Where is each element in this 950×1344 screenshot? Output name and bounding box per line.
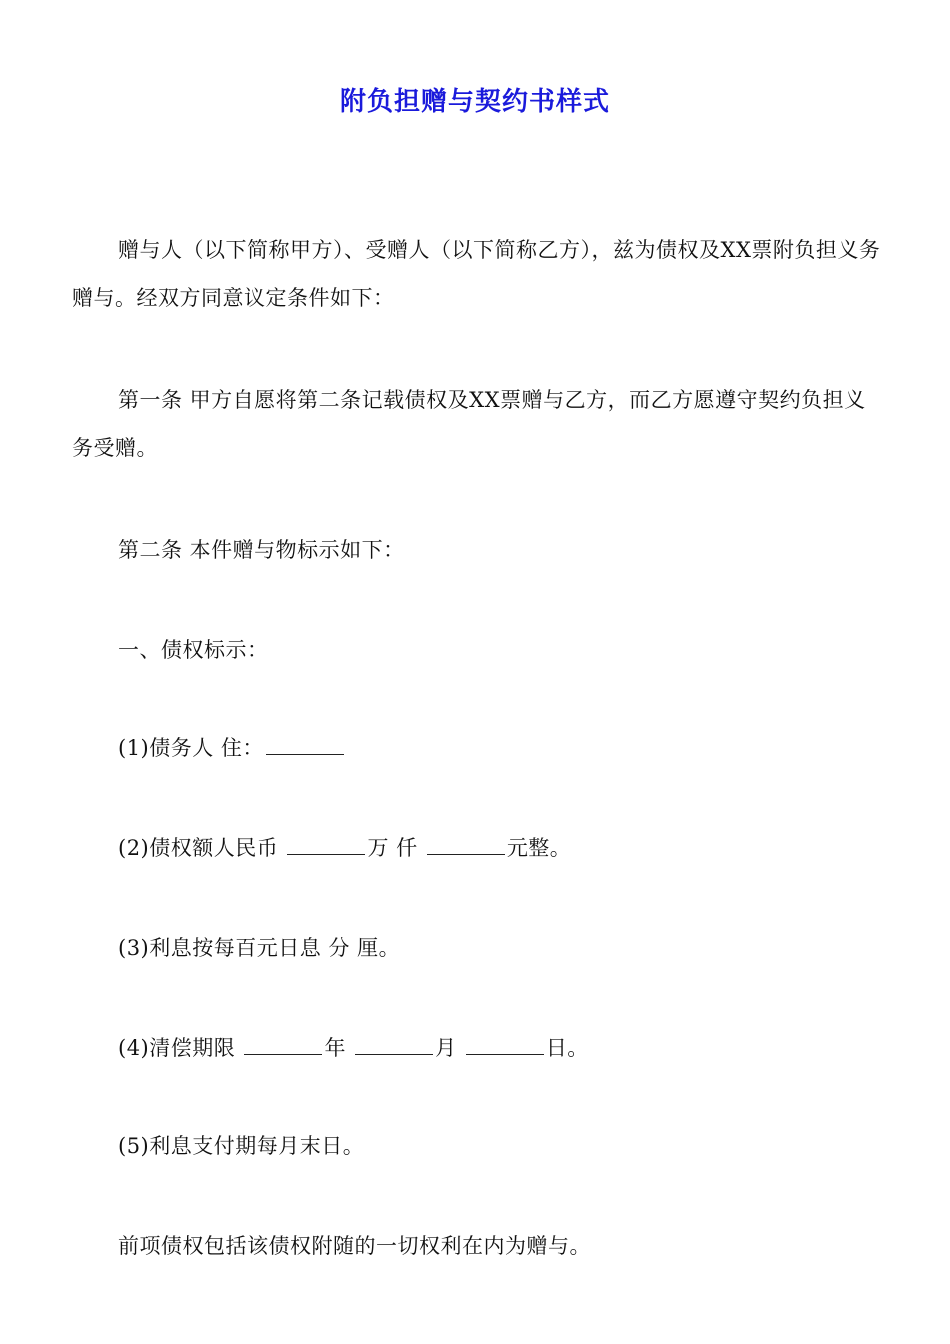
day-label: 日。 bbox=[545, 1036, 589, 1060]
interest-line: (3)利息按每百元日息 分 厘。 bbox=[118, 936, 401, 960]
repayment-label: (4)清偿期限 bbox=[118, 1036, 236, 1060]
article-one: 第一条 甲方自愿将第二条记载债权及XX票赠与乙方，而乙方愿遵守契约负担义务受赠。 bbox=[72, 388, 866, 460]
amount-yuan-blank[interactable] bbox=[427, 832, 505, 855]
month-label: 月 bbox=[435, 1036, 457, 1060]
repayment-line bbox=[72, 1024, 882, 1072]
year-label: 年 bbox=[324, 1036, 346, 1060]
debtor-label: (1)债务人 住： bbox=[118, 736, 264, 760]
document-title: 附负担赠与契约书样式 bbox=[339, 87, 610, 117]
payment-period-line: (5)利息支付期每月末日。 bbox=[118, 1134, 365, 1158]
article-two: 第二条 本件赠与物标示如下： bbox=[118, 538, 405, 562]
intro-paragraph: 赠与人（以下简称甲方）、受赠人（以下简称乙方），兹为债权及XX票附负担义务赠与。经双方同意议定条件如下： bbox=[72, 238, 881, 310]
debtor-line bbox=[72, 724, 882, 772]
amount-unit-yuan: 元整。 bbox=[506, 836, 572, 860]
amount-unit-wan-qian: 万 仟 bbox=[367, 836, 418, 860]
month-blank[interactable] bbox=[355, 1032, 433, 1055]
amount-label: (2)债权额人民币 bbox=[118, 836, 279, 860]
day-blank[interactable] bbox=[466, 1032, 544, 1055]
amount-wan-blank[interactable] bbox=[287, 832, 365, 855]
year-blank[interactable] bbox=[244, 1032, 322, 1055]
claim-heading: 一、债权标示： bbox=[118, 638, 269, 662]
closing-line: 前项债权包括该债权附随的一切权利在内为赠与。 bbox=[118, 1234, 591, 1258]
amount-line bbox=[72, 824, 882, 872]
debtor-address-blank[interactable] bbox=[266, 732, 344, 755]
